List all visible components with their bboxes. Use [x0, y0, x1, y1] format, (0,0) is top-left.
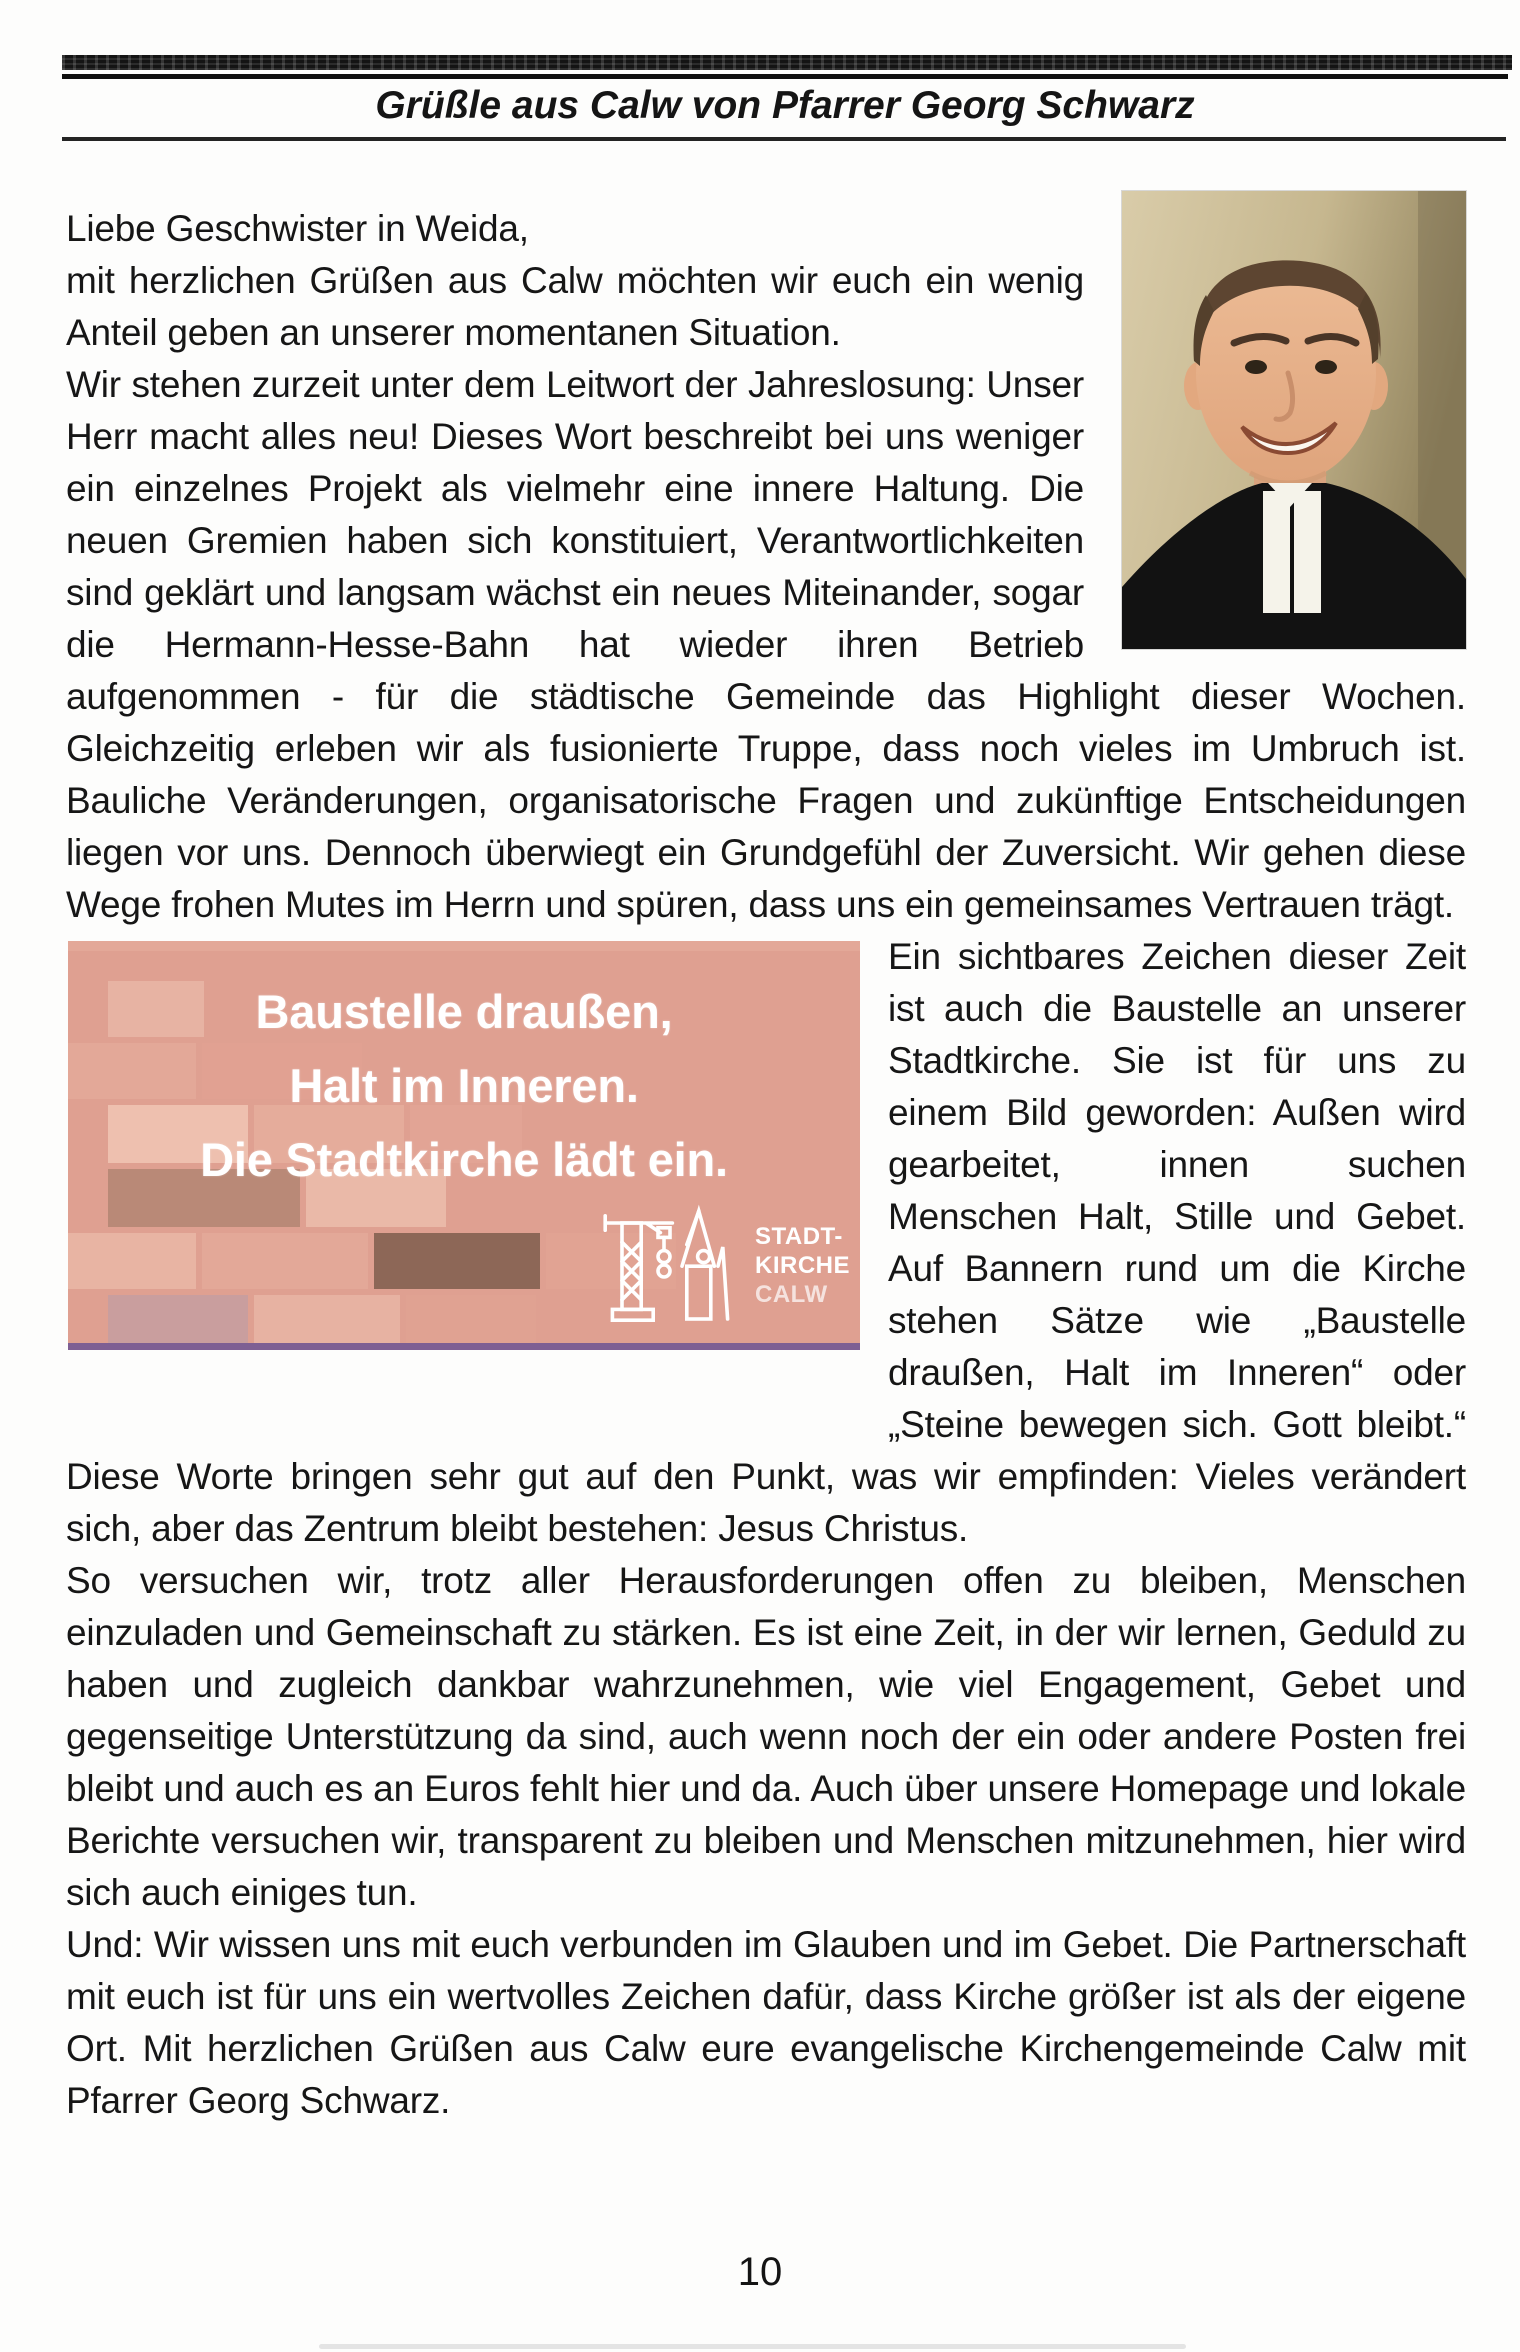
scan-edge-shadow: [319, 2344, 1185, 2349]
paragraph-verbunden: Und: Wir wissen uns mit euch verbunden im Glauben und im Gebet. Die Partnerschaft mit euch ist für uns ein wertvolles Zeichen dafür, dass Kirche größer ist als der eigene Ort. Mit herzlichen Grüßen aus Calw eure evangelische Kirchengemeinde Calw mit Pfarrer Georg Schwarz.: [66, 1924, 1466, 2121]
paragraph-salutation: Liebe Geschwister in Weida,: [66, 208, 529, 249]
paragraph-leitwort: Wir stehen zurzeit unter dem Leitwort der Jahreslosung: Unser Herr macht alles neu! Dieses Wort beschreibt bei uns weniger ein einzelnes Projekt als vielmehr eine innere Haltung. Die neuen Gremien haben sich konstituiert, Verantwortlichkeiten sind geklärt und langsam wächst ein neues Miteinander, sogar die Hermann-Hesse-Bahn hat wieder ihren Betrieb aufgenommen - für die städtische Gemeinde das Highlight dieser Wochen. Gleichzeitig erleben wir als fusionierte Truppe, dass noch vieles im Umbruch ist. Bauliche Veränderungen, organisatorische Fragen und zukünftige Entscheidungen liegen vor uns. Dennoch überwiegt ein Grundgefühl der Zuversicht. Wir gehen diese Wege frohen Mutes im Herrn und spüren, dass uns ein gemeinsames Vertrauen trägt.: [66, 364, 1466, 925]
wordmark-calw: CALW: [754, 1280, 828, 1308]
pastor-portrait-photo: [1122, 191, 1466, 649]
wordmark-stadt: STADT-: [754, 1222, 843, 1250]
page-number: 10: [737, 2250, 783, 2294]
page-title: Grüßle aus Calw von Pfarrer Georg Schwarz: [375, 84, 1195, 127]
banner-slogan-line-2: Halt im Inneren.: [289, 1059, 639, 1112]
paragraph-versuchen: So versuchen wir, trotz aller Herausforderungen offen zu bleiben, Menschen einzuladen und Gemeinschaft zu stärken. Es ist eine Zeit, in der wir lernen, Geduld zu haben und zugleich dankbar wahrzunehmen, wie viel Engagement, Gebet und gegenseitige Unterstützung da sind, auch wenn noch der ein oder andere Posten frei bleibt und auch es an Euros fehlt hier und da. Auch über unsere Homepage und lokale Berichte versuchen wir, transparent zu bleiben und Menschen mitzunehmen, hier wird sich auch einiges tun.: [66, 1560, 1466, 1913]
banner-slogan-line-3: Die Stadtkirche lädt ein.: [200, 1133, 728, 1186]
paragraph-baustelle: Ein sichtbares Zeichen dieser Zeit ist auch die Baustelle an unserer Stadtkirche. Sie ist für uns zu einem Bild geworden: Außen wird gearbeitet, innen suchen Menschen Halt, Stille und Gebet. Auf Bannern rund um die Kirche stehen Sätze wie „Baustelle draußen, Halt im Inneren“ oder „Steine bewegen sich. Gott bleibt.“ Diese Worte bringen sehr gut auf den Punkt, was wir empfinden: Vieles verändert sich, aber das Zentrum bleibt bestehen: Jesus Christus.: [66, 936, 1466, 1549]
title-underline-rule: [62, 137, 1506, 141]
paragraph-situation: mit herzlichen Grüßen aus Calw möchten wir euch ein wenig Anteil geben an unserer momentanen Situation.: [66, 260, 1084, 353]
banner-slogan: [68, 941, 860, 1197]
top-thin-rule: [62, 74, 1508, 79]
crane-and-church-icon: [595, 1199, 745, 1331]
stadtkirche-banner-image: [68, 941, 860, 1350]
stadtkirche-calw-wordmark: [755, 1222, 850, 1309]
banner-slogan-line-1: Baustelle draußen,: [255, 985, 673, 1038]
top-thick-rule: [62, 55, 1512, 70]
stadtkirche-banner: [68, 941, 860, 1350]
article-body: [66, 203, 1466, 2127]
stadtkirche-calw-logo: [595, 1199, 850, 1331]
wordmark-kirche: KIRCHE: [754, 1251, 850, 1279]
pastor-portrait-illustration: [1122, 191, 1466, 649]
